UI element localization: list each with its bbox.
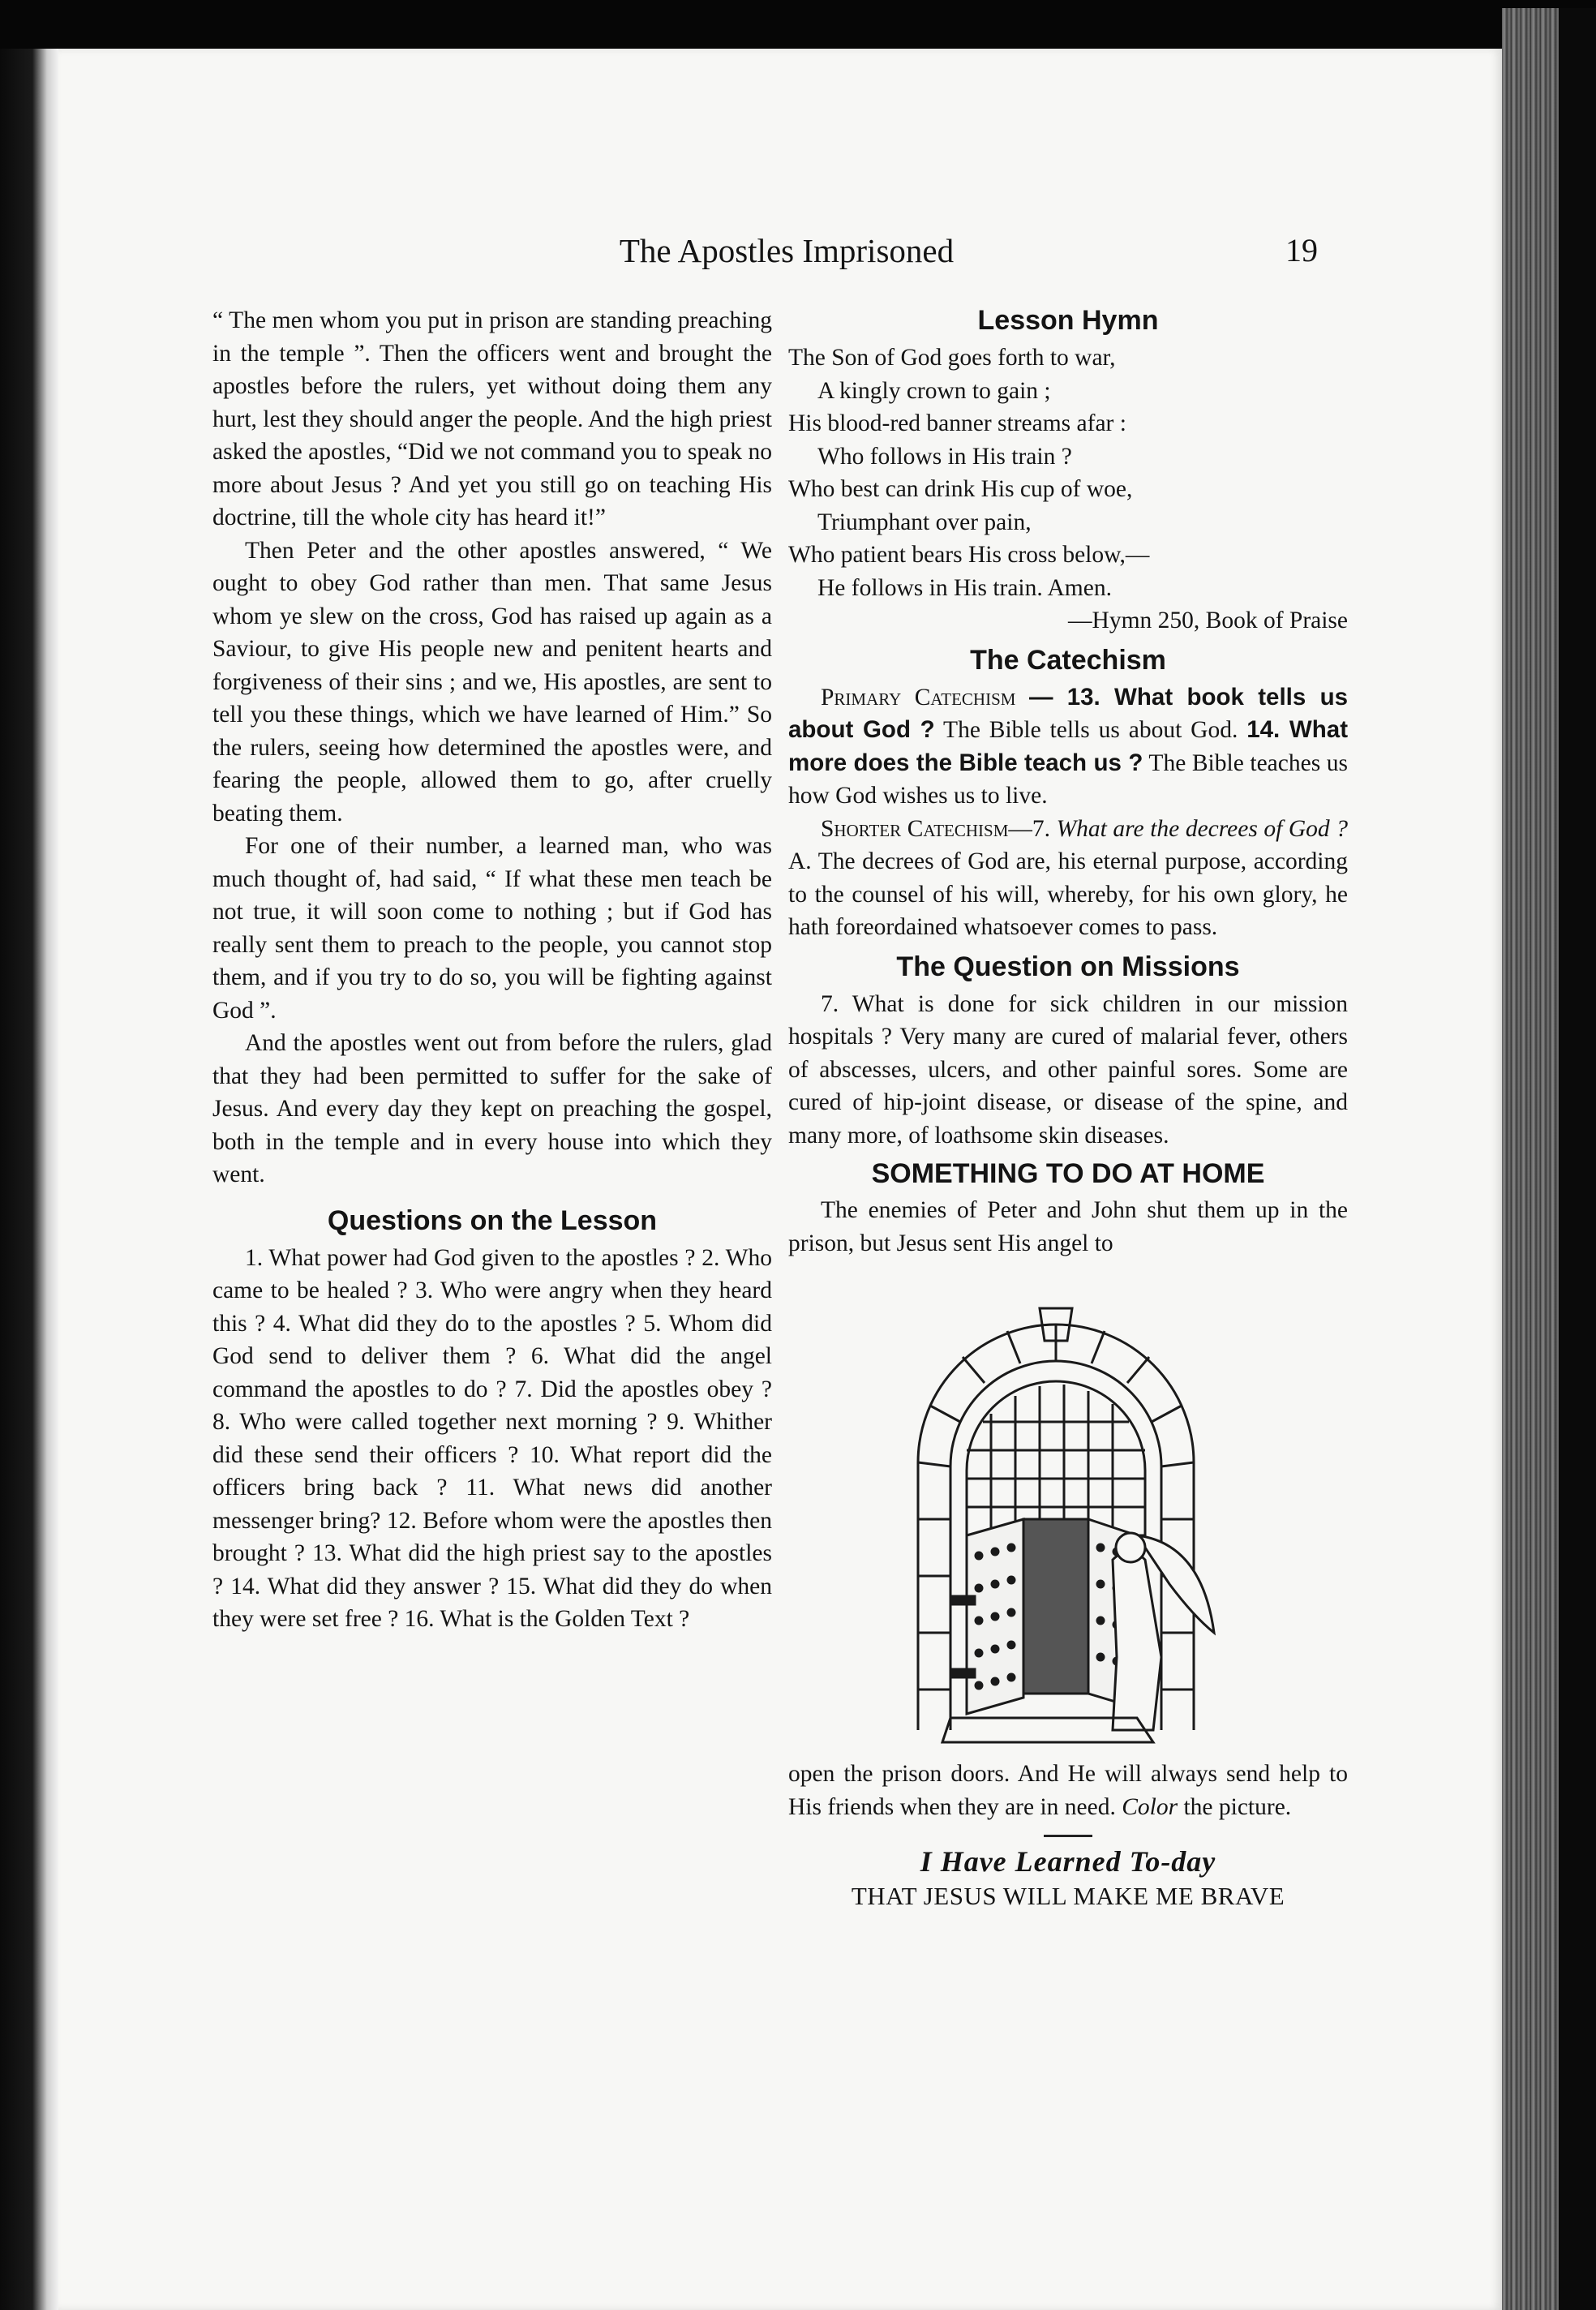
prison-door-illustration [894, 1276, 1218, 1746]
learned-heading: I Have Learned To-day [920, 1845, 1216, 1878]
barred-window [967, 1381, 1145, 1535]
book-edge-right [1502, 8, 1596, 2310]
hymn-line: Who patient bears His cross below,— [788, 542, 1150, 568]
learned-text: THAT JESUS WILL MAKE ME BRAVE [851, 1882, 1285, 1910]
home-text-end: the picture. [1183, 1793, 1292, 1820]
home-text-2: open the prison doors. And He will always send help to His friends when they are in need. [788, 1761, 1348, 1820]
shorter-catechism-number: —7. [1008, 815, 1051, 842]
primary-a13: The Bible tells us about God. [943, 717, 1238, 743]
shorter-answer: A. The decrees of God are, his eternal purpose, according to the counsel of his will, whereby, for his own glory, he hath foreordained whatsoever comes to pass. [788, 848, 1348, 940]
hymn-line: Who best can drink His cup of woe, [788, 476, 1133, 502]
hymn-line: His blood-red banner streams afar : [788, 410, 1126, 436]
scan-border-top [0, 0, 1596, 49]
hymn-line: The Son of God goes forth to war, [788, 345, 1116, 371]
primary-a14: The Bible teaches us how God wishes us to live. [788, 749, 1349, 809]
page-title: The Apostles Imprisoned [619, 232, 955, 269]
questions-heading: Questions on the Lesson [327, 1204, 658, 1236]
lesson-paragraph: “ The men whom you put in prison are standing preaching in the temple ”. Then the officers went and brought the apostles before the rulers, yet without doing them any hurt, lest they should anger the people. And the high priest asked the apostles, “Did we not command you to speak no more about Jesus ? And yet you still go on teaching His doctrine, till the whole city has heard it!” [212, 307, 772, 530]
home-text-continued [788, 1758, 1348, 1823]
missions-text: 7. What is done for sick children in our mission hospitals ? Very many are cured of malarial fever, others of abscesses, ulcers, and other painful sores. Some are cured of hip-joint disease, or disease of the spine, and many more, of loathsome skin diseases. [788, 990, 1348, 1149]
shorter-question: What are the decrees of God ? [1056, 815, 1348, 842]
left-column [212, 304, 772, 1636]
missions-heading: The Question on Missions [896, 951, 1240, 982]
hymn-heading: Lesson Hymn [977, 305, 1159, 336]
catechism-heading: The Catechism [970, 644, 1166, 676]
lesson-paragraph: For one of their number, a learned man, who was much thought of, had said, “ If what these men teach be not true, it will soon come to nothing ; but if God has really sent them to preach to the people, you cannot stop them, and if you try to do so, you will be fighting against God ”. [212, 833, 772, 1024]
right-column [788, 298, 1348, 1913]
home-heading: SOMETHING TO DO AT HOME [871, 1158, 1265, 1189]
divider-rule [1044, 1835, 1092, 1837]
home-text: The enemies of Peter and John shut them up in the prison, but Jesus sent His angel to [788, 1197, 1348, 1256]
shorter-catechism [788, 813, 1348, 944]
prison-door-open [950, 1519, 1137, 1714]
lesson-paragraph: And the apostles went out from before the rulers, glad that they had been permitted to suffer for the sake of Jesus. And every day they kept on preaching the gospel, both in the temple and in every house into which they went. [212, 1030, 772, 1187]
hymn-line: Triumphant over pain, [817, 509, 1032, 535]
hymn-attribution: —Hymn 250, Book of Praise [1068, 608, 1348, 633]
page-number: 19 [1285, 232, 1318, 268]
primary-q13: — 13. What book tells us about God ? [788, 683, 1348, 743]
hymn-line: A kingly crown to gain ; [817, 377, 1051, 404]
primary-q14: 14. What more does the Bible teach us ? [788, 716, 1349, 776]
hymn-line: Who follows in His train ? [817, 443, 1072, 470]
primary-catechism-label: Primary Catechism [821, 684, 1016, 711]
scan-border-left [0, 49, 58, 2310]
primary-catechism [788, 681, 1348, 813]
questions-text: 1. What power had God given to the apostles ? 2. Who came to be healed ? 3. Who were angry when they heard this ? 4. What did they do to the apostles ? 5. Whom did God send to deliver them ? 6. What did the angel command the apostles to do ? 7. Did the apostles obey ? 8. Who were called together next morning ? 9. Whither did these send their officers ? 10. What report did the officers bring back ? 11. What news did another messenger bring? 12. Before whom were the apostles then brought ? 13. What did the high priest say to the apostles ? 14. What did they answer ? 15. What did they do when they were set free ? 16. What is the Golden Text ? [212, 1244, 772, 1632]
lesson-paragraph: Then Peter and the other apostles answered, “ We ought to obey God rather than men. That same Jesus whom ye slew on the cross, God has raised up again as a Saviour, to give His people new and penitent hearts and forgiveness of their sins ; and we, His apostles, are sent to tell you these things, which we have learned of Him.” So the rulers, seeing how determined the apostles were, and fearing the people, allowed them to go, after cruelly beating them. [212, 537, 772, 827]
hymn-verse [788, 341, 1348, 604]
hymn-line: He follows in His train. Amen. [817, 574, 1112, 601]
shorter-catechism-label: Shorter Catechism [821, 815, 1009, 842]
home-text-color: Color [1122, 1793, 1178, 1820]
